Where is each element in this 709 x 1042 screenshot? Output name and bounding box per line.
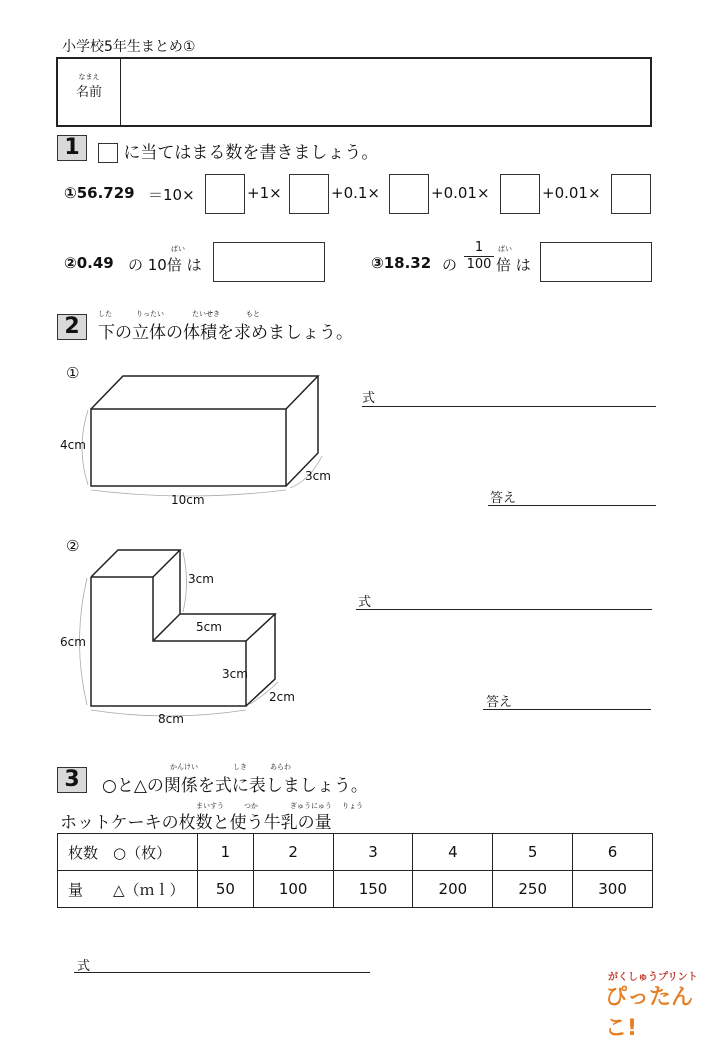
q3-row1-cell: 3 xyxy=(333,834,413,871)
q2-instruction: 下の立体の体積を求めましょう。 xyxy=(98,323,353,343)
q3-sub-ruby-3: りょう xyxy=(342,802,363,810)
q1-eq1-answer-box-4[interactable] xyxy=(611,174,651,214)
q2-p1-shiki-line[interactable] xyxy=(362,406,656,407)
q3-subtitle: ホットケーキの枚数と使う牛乳の量 xyxy=(60,813,332,833)
q2-p1-dim-h: 4cm xyxy=(60,438,86,452)
q3-sub-ruby-2: ぎゅうにゅう xyxy=(290,802,332,810)
q1-eq2-mid: の 10倍 は xyxy=(128,256,202,274)
name-input-area[interactable] xyxy=(122,59,650,125)
q1-eq1-part-3: +0.01× xyxy=(431,184,490,202)
q1-eq1-lead: ①56.729 xyxy=(64,184,135,202)
q1-eq3-tail: 倍 は xyxy=(496,256,531,274)
q2-p2-dim-c: 3cm xyxy=(222,667,248,681)
q1-instruction xyxy=(98,138,378,163)
name-text: 名前 xyxy=(75,85,102,100)
q1-instruction-text: に当てはまる数を書きましょう。 xyxy=(123,143,379,163)
q1-eq3-answer-box[interactable] xyxy=(540,242,652,282)
q1-eq2-lead: ②0.49 xyxy=(64,254,114,272)
q1-eq3-ruby: ばい xyxy=(498,245,512,253)
q2-ruby-0: した xyxy=(98,310,112,318)
q2-badge: 2 xyxy=(57,314,87,340)
q3-sub-ruby-0: まいすう xyxy=(196,802,224,810)
q3-sub-ruby-1: つか xyxy=(244,802,258,810)
q1-eq2-answer-box[interactable] xyxy=(213,242,325,282)
q3-table xyxy=(57,833,653,908)
q1-eq3-denominator: 100 xyxy=(466,257,492,272)
q3-row2-cell: 300 xyxy=(573,871,653,908)
q2-ruby-3: もと xyxy=(246,310,260,318)
q1-eq1-answer-box-2[interactable] xyxy=(389,174,429,214)
q1-blank-box-icon xyxy=(98,143,118,163)
q2-p1-shiki-label: 式 xyxy=(362,391,376,406)
q3-row2-cell: 50 xyxy=(198,871,254,908)
q2-p2-shiki-line[interactable] xyxy=(356,609,652,610)
q3-row2-head: 量 △（ｍｌ） xyxy=(58,871,198,908)
q3-row2-cell: 200 xyxy=(413,871,493,908)
q1-eq1-part-2: +0.1× xyxy=(331,184,380,202)
q1-eq1-part-0: ＝10× xyxy=(148,186,195,204)
q2-p2-dim-b: 5cm xyxy=(196,620,222,634)
q3-row1-cell: 2 xyxy=(253,834,333,871)
q2-ruby-2: たいせき xyxy=(192,310,220,318)
page-title: 小学校5年生まとめ① xyxy=(62,39,196,55)
table-row xyxy=(58,871,653,908)
table-row xyxy=(58,834,653,871)
q3-row2-cell: 150 xyxy=(333,871,413,908)
q3-row2-cell: 250 xyxy=(493,871,573,908)
q1-eq3-mid: の xyxy=(442,256,458,274)
q2-p2-kotae-line[interactable] xyxy=(483,709,651,710)
q3-shiki-line[interactable] xyxy=(74,972,370,973)
q3-row1-cell: 1 xyxy=(198,834,254,871)
q2-p1-kotae-line[interactable] xyxy=(488,505,656,506)
q1-eq1-answer-box-0[interactable] xyxy=(205,174,245,214)
q1-eq1-part-4: +0.01× xyxy=(542,184,601,202)
name-ruby: なまえ xyxy=(78,73,100,81)
q2-p2-label: ② xyxy=(66,537,80,555)
q3-ruby-0: かんけい xyxy=(170,763,198,771)
q1-eq1-answer-box-3[interactable] xyxy=(500,174,540,214)
q2-p2-dim-h: 6cm xyxy=(60,635,86,649)
q1-eq1-part-1: +1× xyxy=(247,184,282,202)
q2-p2-dim-w: 8cm xyxy=(158,712,184,726)
q3-badge: 3 xyxy=(57,767,87,793)
q3-ruby-2: あらわ xyxy=(270,763,291,771)
q1-badge: 1 xyxy=(57,135,87,161)
q2-p2-dim-a: 3cm xyxy=(188,572,214,586)
q2-p1-dim-w: 10cm xyxy=(171,493,205,507)
q3-instruction: ○と△の関係を式に表しましょう。 xyxy=(102,776,368,796)
q3-row1-cell: 5 xyxy=(493,834,573,871)
q2-p1-label: ① xyxy=(66,364,80,382)
q2-p1-box-figure xyxy=(60,368,350,510)
name-box xyxy=(56,57,652,127)
q3-ruby-1: しき xyxy=(233,763,247,771)
q2-ruby-1: りったい xyxy=(136,310,164,318)
q3-shiki-label: 式 xyxy=(77,959,91,974)
q3-row1-head: 枚数 ○（枚） xyxy=(58,834,198,871)
q2-p2-dim-d: 2cm xyxy=(269,690,295,704)
logo-tagline: がくしゅうプリント xyxy=(608,972,698,983)
q2-p2-kotae-label: 答え xyxy=(486,695,513,710)
q3-row2-cell: 100 xyxy=(253,871,333,908)
q1-eq1-answer-box-1[interactable] xyxy=(289,174,329,214)
q1-eq3-fraction xyxy=(464,240,494,273)
name-label xyxy=(58,73,120,100)
name-label-cell xyxy=(58,59,121,125)
q2-p2-shiki-label: 式 xyxy=(358,595,372,610)
q3-row1-cell: 6 xyxy=(573,834,653,871)
q2-p1-dim-d: 3cm xyxy=(305,469,331,483)
q2-p1-kotae-label: 答え xyxy=(490,491,517,506)
q1-eq3-numerator: 1 xyxy=(464,240,494,257)
q1-eq3-lead: ③18.32 xyxy=(371,254,432,272)
q3-row1-cell: 4 xyxy=(413,834,493,871)
q1-eq2-ruby: ばい xyxy=(171,245,185,253)
logo-brand: ぴったんこ! xyxy=(605,985,694,1041)
